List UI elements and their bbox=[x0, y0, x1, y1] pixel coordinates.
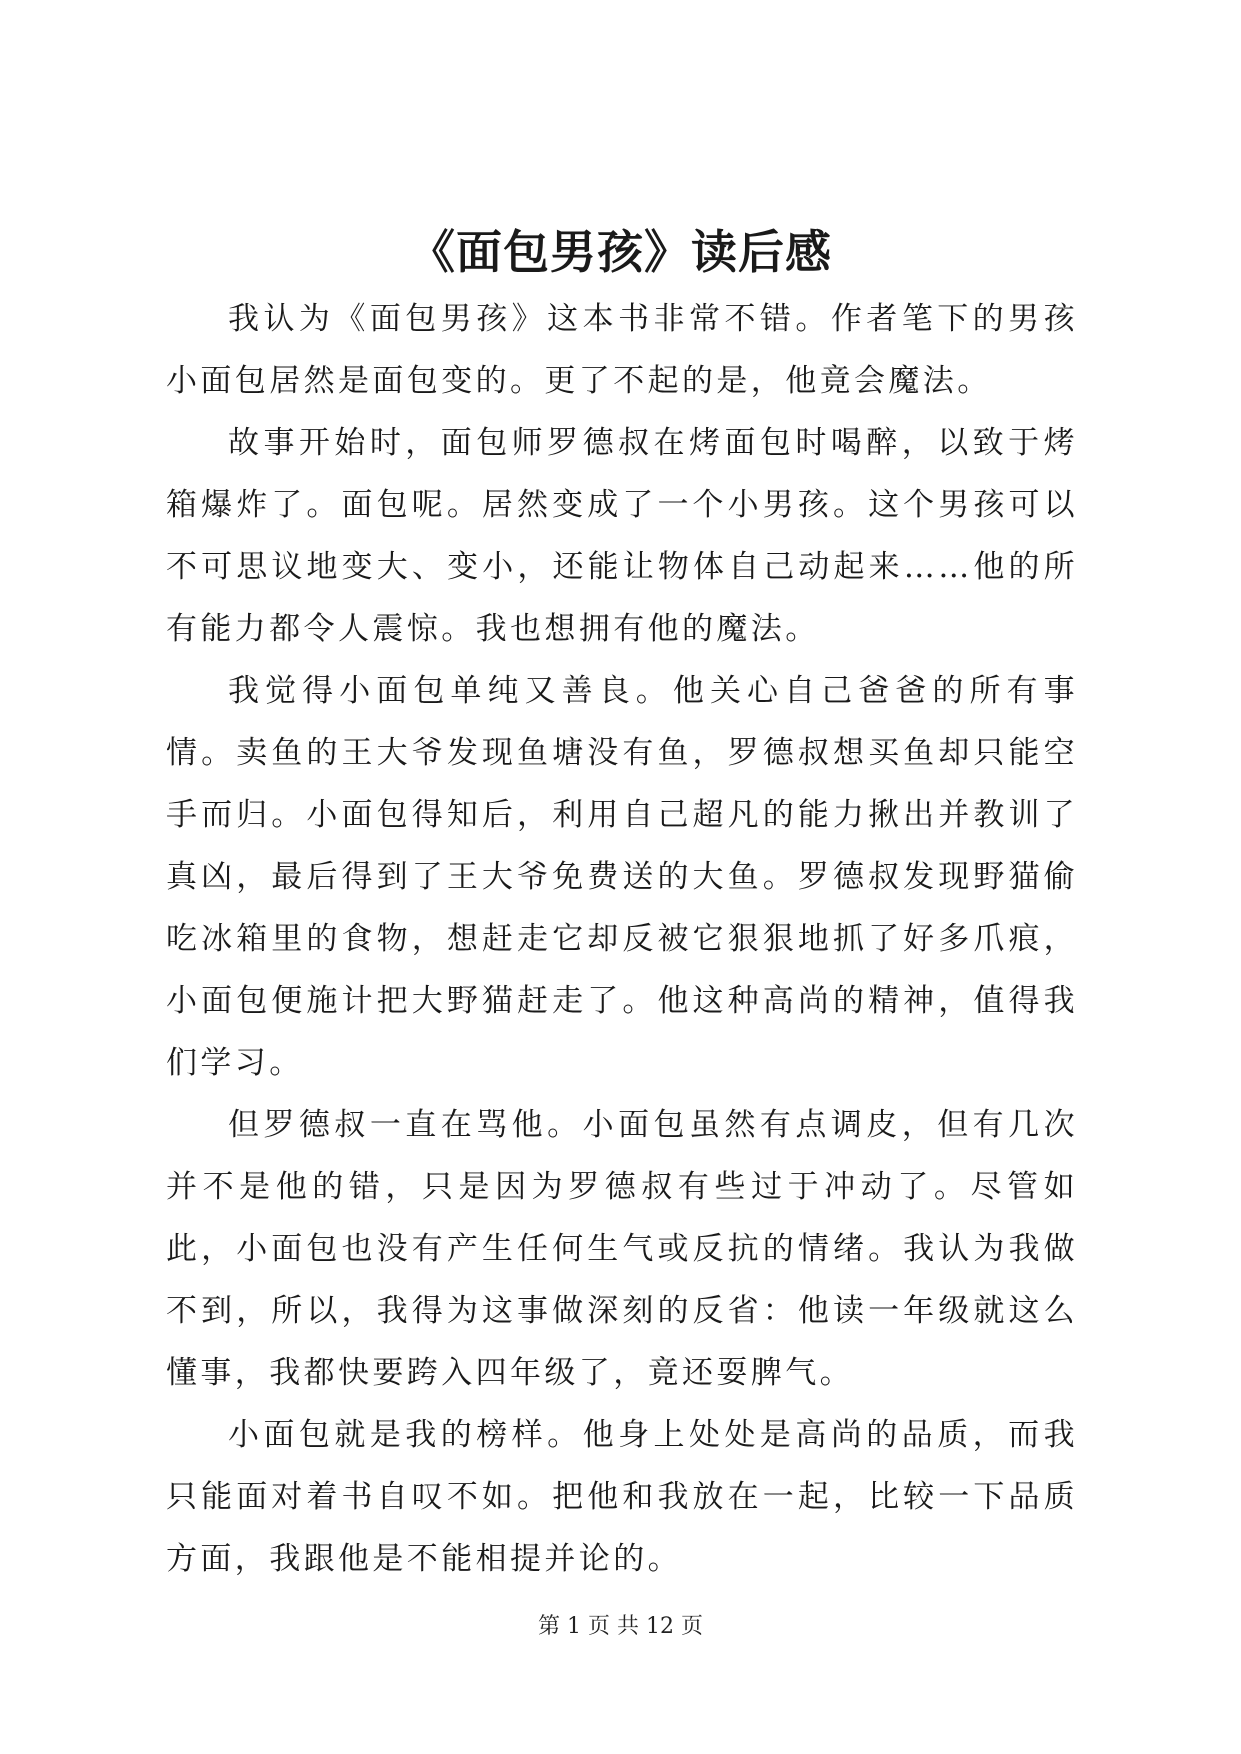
paragraph-5: 小面包就是我的榜样。他身上处处是高尚的品质，而我只能面对着书自叹不如。把他和我放在一起，比较一下品质方面，我跟他是不能相提并论的。 bbox=[166, 1417, 1078, 1577]
page-number-footer: 第 1 页 共 12 页 bbox=[538, 1614, 703, 1639]
paragraph-2: 故事开始时，面包师罗德叔在烤面包时喝醉，以致于烤箱爆炸了。面包呢。居然变成了一个小男孩。这个男孩可以不可思议地变大、变小，还能让物体自己动起来……他的所有能力都令人震惊。我也想拥有他的魔法。 bbox=[166, 425, 1078, 647]
paragraph-4: 但罗德叔一直在骂他。小面包虽然有点调皮，但有几次并不是他的错，只是因为罗德叔有些过于冲动了。尽管如此，小面包也没有产生任何生气或反抗的情绪。我认为我做不到，所以，我得为这事做深刻的反省：他读一年级就这么懂事，我都快要跨入四年级了，竟还耍脾气。 bbox=[166, 1107, 1078, 1391]
document-body bbox=[166, 288, 1078, 1590]
page-title: 《面包男孩》读后感 bbox=[409, 225, 832, 279]
paragraph-3: 我觉得小面包单纯又善良。他关心自己爸爸的所有事情。卖鱼的王大爷发现鱼塘没有鱼，罗德叔想买鱼却只能空手而归。小面包得知后，利用自己超凡的能力揪出并教训了真凶，最后得到了王大爷免费送的大鱼。罗德叔发现野猫偷吃冰箱里的食物，想赶走它却反被它狠狠地抓了好多爪痕，小面包便施计把大野猫赶走了。他这种高尚的精神，值得我们学习。 bbox=[166, 673, 1078, 1081]
paragraph-1: 我认为《面包男孩》这本书非常不错。作者笔下的男孩小面包居然是面包变的。更了不起的是，他竟会魔法。 bbox=[166, 301, 1078, 399]
